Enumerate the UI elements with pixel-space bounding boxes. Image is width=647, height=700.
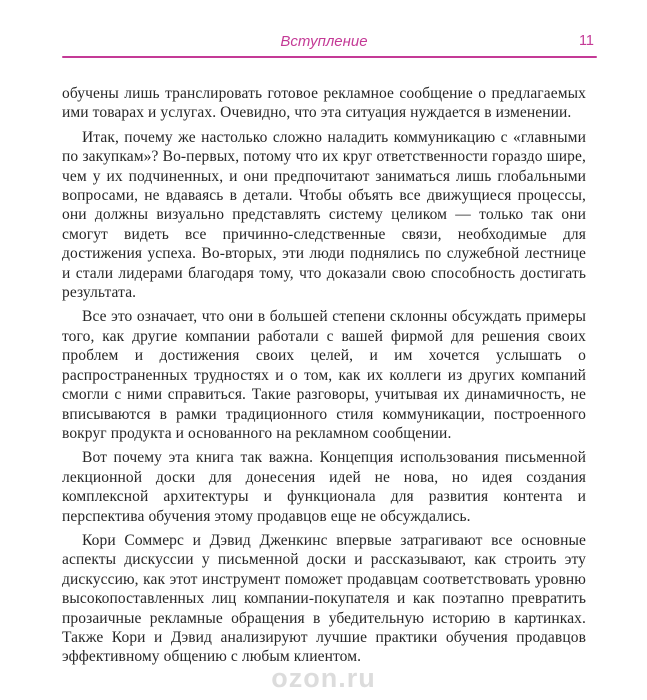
running-header-title: Вступление: [280, 33, 368, 50]
paragraph: Итак, почему же настолько сложно наладить коммуникацию с «главными по закупкам»? Во-первых, потому что их круг ответственности гораздо шире, чем у их подчиненных, и они предпочитают заниматься лишь глобальными вопросами, не вдаваясь в детали. Чтобы объять все движущиеся процессы, они должны визуально представлять систему целиком — только так они смогут видеть все причинно-следственные связи, необходимые для достижения успеха. Во-вторых, эти люди поднялись по служебной лестнице и стали лидерами благодаря тому, что доказали свою способность достигать результата.: [62, 128, 586, 302]
paragraph: Вот почему эта книга так важна. Концепция использования письменной лекционной доски для донесения идей не нова, но идея создания комплексной архитектуры и функционала для развития контента и перспектива обучения этому продавцов еще не обсуждались.: [62, 449, 586, 525]
paragraph: Кори Соммерс и Дэвид Дженкинс впервые затрагивают все основные аспекты дискуссии у письменной доски и рассказывают, как строить эту дискуссию, как этот инструмент поможет продавцам соответствовать уровню высокопоставленных лиц компании-покупателя и как поэтапно превратить прозаичные рекламные обращения в убедительную историю в картинках. Также Кори и Дэвид анализируют лучшие практики обучения продавцов эффективному общению с любым клиентом.: [62, 531, 586, 666]
paragraph-continuation: обучены лишь транслировать готовое рекламное сообщение о предлагаемых ими товарах и услугах. Очевидно, что эта ситуация нуждается в изменении.: [62, 85, 586, 122]
body-text-block: [62, 84, 586, 672]
header-rule-divider: [62, 56, 597, 58]
paragraph: Все это означает, что они в большей степени склонны обсуждать примеры того, как другие компании работали с вашей фирмой для решения своих проблем и достижения своих целей, и им хочется услышать о распространенных трудностях и о том, как их коллеги из других компаний смогли с ними справиться. Такие разговоры, учитывая их динамичность, не вписываются в рамки традиционного стиля коммуникации, построенного вокруг продукта и основанного на рекламном сообщении.: [62, 308, 586, 442]
page-number: 11: [578, 33, 594, 49]
ozon-watermark: ozon.ru: [271, 663, 376, 693]
